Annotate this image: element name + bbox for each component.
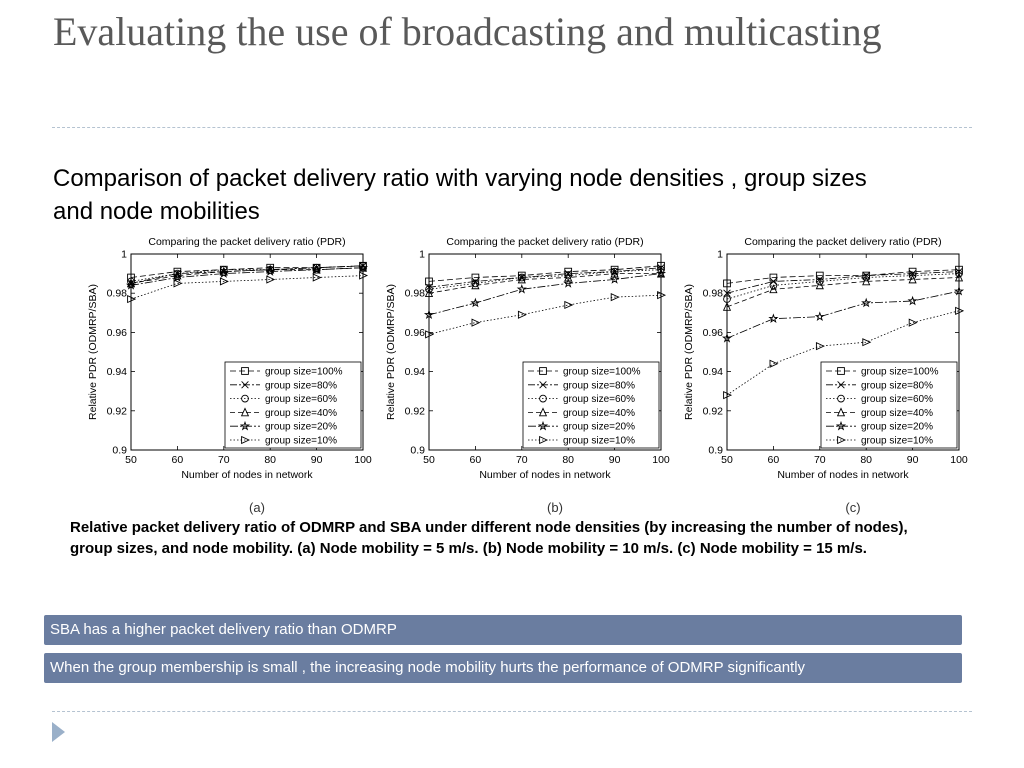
series-line [131, 266, 363, 282]
y-tick-label: 0.92 [404, 405, 425, 418]
y-tick-label: 0.9 [708, 444, 723, 457]
series-line [727, 278, 959, 307]
data-point [863, 339, 870, 346]
x-tick-label: 80 [562, 454, 575, 466]
series-3 [724, 270, 963, 302]
x-tick-label: 90 [906, 454, 919, 466]
data-point [909, 319, 916, 326]
y-tick-label: 0.98 [106, 287, 127, 300]
bullet-bar-1: SBA has a higher packet delivery ratio than ODMRP [44, 615, 962, 645]
y-tick-label: 0.94 [404, 366, 425, 379]
data-point [770, 278, 777, 285]
x-tick-label: 100 [950, 454, 968, 466]
data-point [909, 297, 916, 304]
pdr-chart-a [85, 232, 380, 522]
y-tick-label: 0.98 [702, 287, 723, 300]
series-6 [426, 292, 665, 338]
legend [225, 362, 361, 448]
series-2 [128, 262, 367, 286]
y-tick-label: 0.96 [106, 326, 127, 339]
series-line [429, 268, 661, 288]
series-line [429, 295, 661, 334]
legend-entry: group size=10% [265, 435, 337, 447]
figure-caption: Relative packet delivery ratio of ODMRP and SBA under different node densities (by increasing the number of nodes), group sizes, and node mobility. (a) Node mobility = 5 m/s. (b) Node mobility = 10 m/s. (c) Node mobility = 15 m/s. [70, 519, 908, 557]
x-tick-label: 80 [264, 454, 277, 466]
x-tick-label: 70 [515, 454, 528, 466]
y-tick-label: 0.94 [106, 366, 127, 379]
chart-title: Comparing the packet delivery ratio (PDR) [446, 236, 644, 248]
data-point [770, 315, 777, 322]
x-tick-label: 50 [721, 454, 733, 466]
y-tick-label: 1 [419, 248, 425, 261]
y-tick-label: 0.92 [702, 405, 723, 418]
x-tick-label: 50 [423, 454, 435, 466]
chart-title: Comparing the packet delivery ratio (PDR) [148, 236, 346, 248]
data-point [472, 319, 479, 326]
legend-entry: group size=60% [861, 394, 933, 406]
legend-entry: group size=60% [563, 394, 635, 406]
slide-subtitle: Comparison of packet delivery ratio with varying node densities , group sizes and node mobilities [53, 165, 867, 225]
pdr-chart-b [383, 232, 678, 522]
legend-entry: group size=40% [563, 407, 635, 419]
x-axis-label: Number of nodes in network [181, 469, 313, 481]
x-axis-label: Number of nodes in network [777, 469, 909, 481]
legend [821, 362, 957, 448]
y-tick-label: 1 [717, 248, 723, 261]
y-tick-label: 1 [121, 248, 127, 261]
play-arrow-icon [52, 722, 65, 742]
y-tick-label: 0.98 [404, 287, 425, 300]
legend-entry: group size=10% [861, 435, 933, 447]
x-tick-label: 60 [171, 454, 184, 466]
legend-entry: group size=100% [265, 366, 343, 378]
bullet-bar-2: When the group membership is small , the increasing node mobility hurts the performance of ODMRP significantly [44, 653, 962, 683]
x-tick-label: 70 [217, 454, 230, 466]
pdr-chart-c [681, 232, 976, 522]
data-point [565, 302, 572, 309]
chart-panel-a [85, 232, 380, 522]
legend-entry: group size=60% [265, 394, 337, 406]
legend-entry: group size=100% [861, 366, 939, 378]
x-tick-label: 60 [767, 454, 780, 466]
y-tick-label: 0.96 [702, 326, 723, 339]
legend-entry: group size=20% [265, 421, 337, 433]
series-2 [724, 268, 963, 296]
series-line [727, 270, 959, 284]
y-tick-label: 0.96 [404, 326, 425, 339]
legend-entry: group size=100% [563, 366, 641, 378]
x-tick-label: 70 [813, 454, 826, 466]
x-axis-label: Number of nodes in network [479, 469, 611, 481]
y-tick-label: 0.94 [702, 366, 723, 379]
data-point [518, 285, 525, 292]
panel-label: (c) [845, 500, 861, 515]
x-tick-label: 100 [652, 454, 670, 466]
x-tick-label: 60 [469, 454, 482, 466]
series-line [429, 274, 661, 315]
x-tick-label: 90 [310, 454, 323, 466]
y-tick-label: 0.9 [112, 444, 127, 457]
chart-panel-b [383, 232, 678, 522]
x-tick-label: 90 [608, 454, 621, 466]
data-point [816, 313, 823, 320]
top-divider [52, 127, 972, 128]
legend-entry: group size=40% [861, 407, 933, 419]
legend-entry: group size=20% [861, 421, 933, 433]
y-tick-label: 0.9 [410, 444, 425, 457]
legend-entry: group size=80% [861, 380, 933, 392]
bottom-divider [52, 711, 972, 712]
legend-entry: group size=80% [563, 380, 635, 392]
series-1 [724, 266, 963, 287]
series-line [727, 291, 959, 338]
y-axis-label: Relative PDR (ODMRP/SBA) [683, 284, 695, 420]
chart-title: Comparing the packet delivery ratio (PDR) [744, 236, 942, 248]
legend-entry: group size=80% [265, 380, 337, 392]
legend-entry: group size=10% [563, 435, 635, 447]
y-axis-label: Relative PDR (ODMRP/SBA) [385, 284, 397, 420]
panel-label: (a) [249, 500, 265, 515]
y-tick-label: 0.92 [106, 405, 127, 418]
slide-title: Evaluating the use of broadcasting and multicasting [53, 9, 882, 54]
x-tick-label: 50 [125, 454, 137, 466]
panel-label: (b) [547, 500, 563, 515]
series-6 [128, 272, 367, 302]
legend-entry: group size=40% [265, 407, 337, 419]
legend [523, 362, 659, 448]
legend-entry: group size=20% [563, 421, 635, 433]
y-axis-label: Relative PDR (ODMRP/SBA) [87, 284, 99, 420]
chart-panel-c [681, 232, 976, 522]
x-tick-label: 80 [860, 454, 873, 466]
series-line [131, 266, 363, 284]
series-5 [723, 287, 962, 341]
x-tick-label: 100 [354, 454, 372, 466]
series-line [429, 266, 661, 282]
